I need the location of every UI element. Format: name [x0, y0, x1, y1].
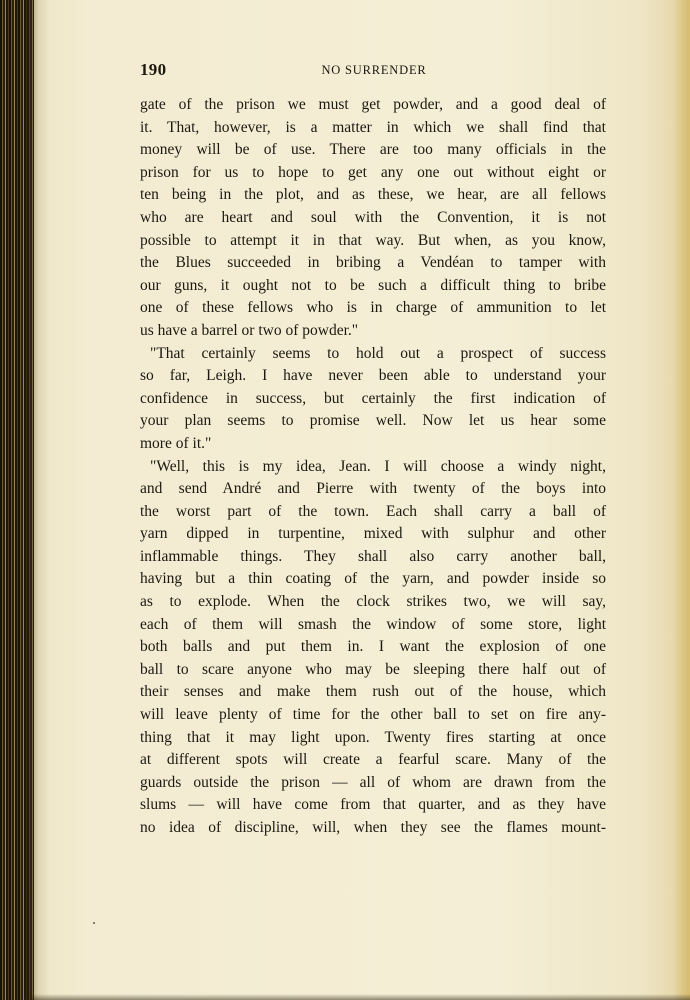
text-line: possible to attempt it in that way. But when, as you know, [140, 231, 606, 249]
text-line: thing that it may light upon. Twenty fires starting at once [140, 728, 606, 746]
page-header [140, 60, 608, 82]
text-line: at different spots will create a fearful scare. Many of the [140, 751, 606, 769]
text-line: it. That, however, is a matter in which we shall find that [140, 118, 606, 136]
text-line: slums — will have come from that quarter, and as they have [140, 796, 606, 814]
text-line: us have a barrel or two of powder." [140, 321, 359, 339]
running-head: NO SURRENDER [321, 63, 427, 77]
text-line: and send André and Pierre with twenty of the boys into [140, 480, 606, 498]
text-line: inflammable things. They shall also carry another ball, [140, 547, 606, 565]
text-line: their senses and make them rush out of the house, which [140, 683, 606, 701]
text-line: "Well, this is my idea, Jean. I will choose a windy night, [150, 457, 606, 475]
text-line: as to explode. When the clock strikes two, we will say, [140, 593, 606, 611]
body-text [140, 94, 606, 840]
text-line: no idea of discipline, will, when they see the flames mount- [140, 819, 606, 836]
text-line: money will be of use. There are too many officials in the [140, 141, 606, 159]
page-edge-bottom [30, 994, 690, 1000]
text-line: will leave plenty of time for the other ball to set on fire any- [140, 706, 606, 724]
text-line: the Blues succeeded in bribing a Vendéan to tamper with [140, 254, 606, 272]
text-line: the worst part of the town. Each shall carry a ball of [140, 502, 606, 520]
text-line: both balls and put them in. I want the explosion of one [140, 638, 606, 656]
paper-speck [93, 922, 95, 924]
text-line: guards outside the prison — all of whom are drawn from the [140, 773, 606, 791]
gutter-shadow [26, 0, 50, 1000]
text-line: each of them will smash the window of some store, light [140, 615, 606, 633]
text-line: more of it." [140, 434, 212, 452]
text-line: prison for us to hope to get any one out without eight or [140, 163, 606, 181]
text-line: ten being in the plot, and as these, we hear, are all fellows [140, 186, 606, 204]
text-line: who are heart and soul with the Convention, it is not [140, 208, 606, 226]
text-line: ball to scare anyone who may be sleeping there half out of [140, 660, 606, 678]
text-line: our guns, it ought not to be such a difficult thing to bribe [140, 276, 606, 294]
text-line: gate of the prison we must get powder, and a good deal of [140, 96, 606, 113]
text-line: confidence in success, but certainly the first indication of [140, 389, 606, 407]
page-number: 190 [140, 60, 167, 79]
text-line: so far, Leigh. I have never been able to understand your [140, 367, 606, 385]
text-line: yarn dipped in turpentine, mixed with sulphur and other [140, 525, 606, 543]
text-line: "That certainly seems to hold out a prospect of success [150, 344, 606, 362]
text-line: one of these fellows who is in charge of ammunition to let [140, 299, 606, 317]
page-edge-right [672, 0, 690, 1000]
text-line: your plan seems to promise well. Now let us hear some [140, 412, 606, 430]
text-line: having but a thin coating of the yarn, and powder inside so [140, 570, 606, 588]
